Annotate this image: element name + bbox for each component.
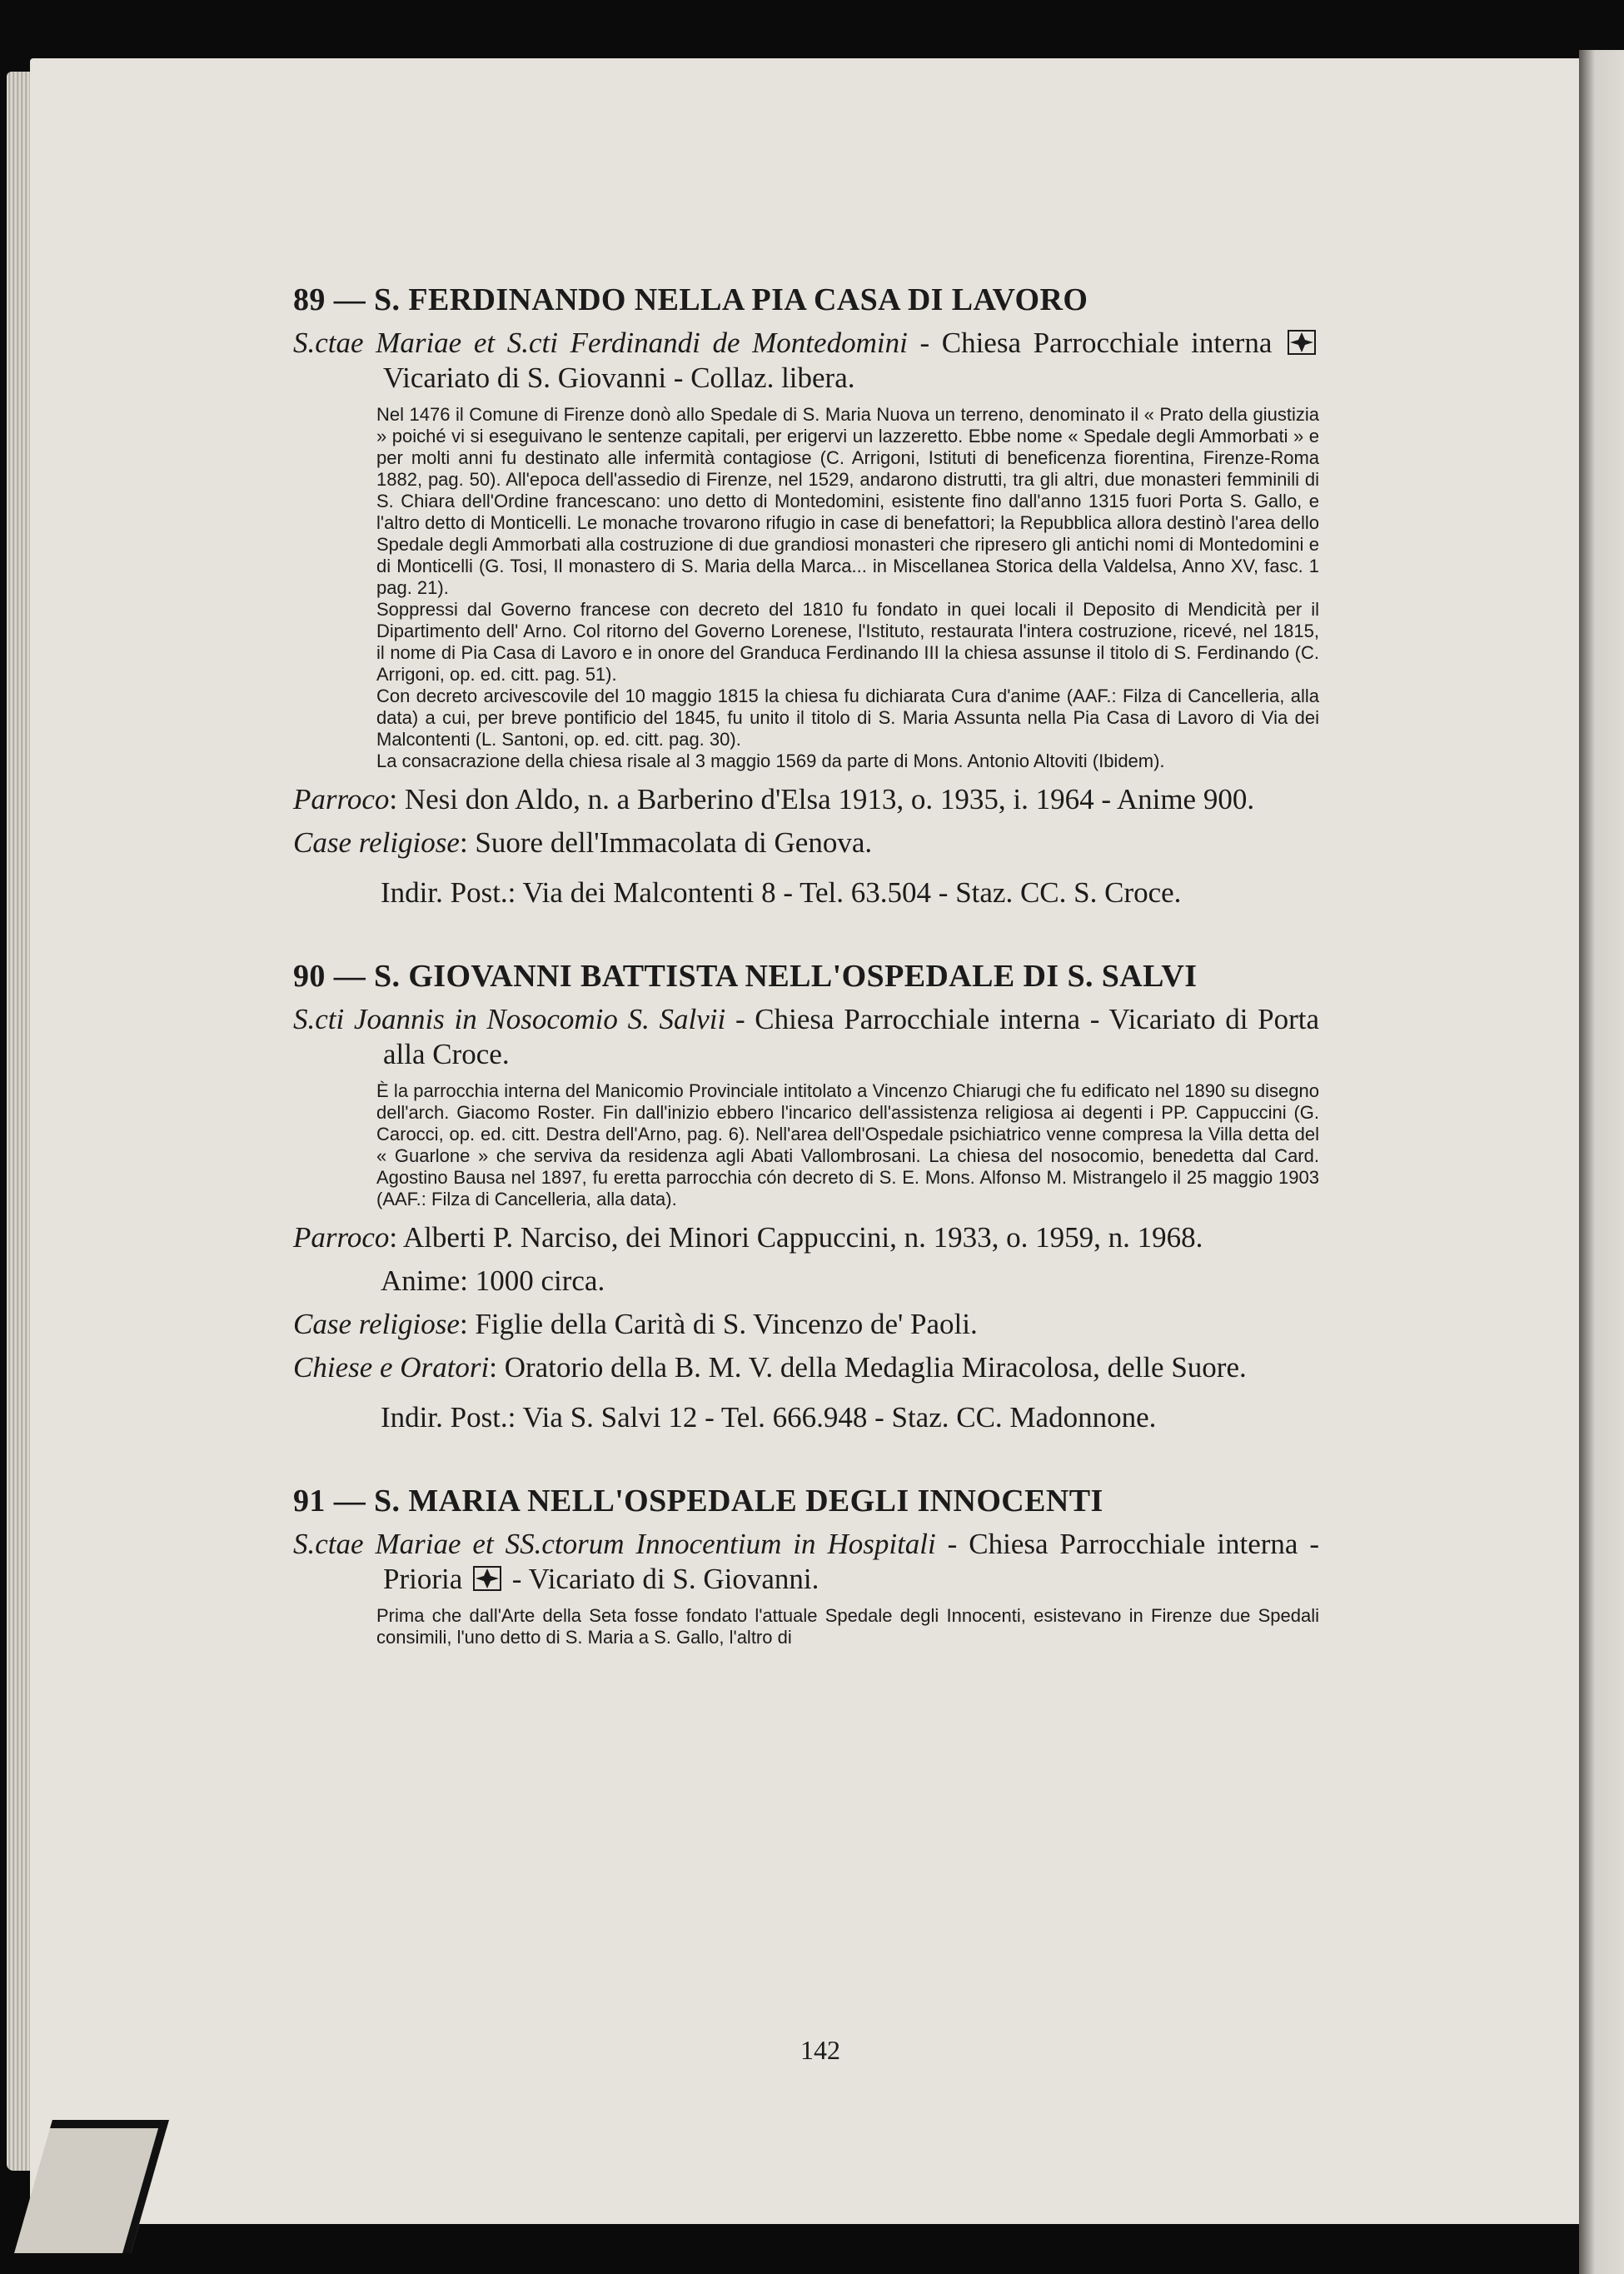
header-text: - Chiesa Parrocchiale interna - Prioria xyxy=(383,1528,1319,1595)
parroco-value: Nesi don Aldo, n. a Barberino d'Elsa 1913, o. 1935, i. 1964 - Anime 900. xyxy=(404,783,1255,815)
cross-pattee-icon xyxy=(473,1566,501,1591)
latin-name: S.cti Joannis in Nosocomio S. Salvii xyxy=(293,1003,726,1035)
note-paragraph: Soppressi dal Governo francese con decreto del 1810 fu fondato in quei locali il Deposito di Mendicità per il Dipartimento dell' Arno. Col ritorno del Governo Lorenese, l'Istituto, restaurata l'intera costruzione, ricevé, nel 1815, il nome di Pia Casa di Lavoro e in onore del Granduca Ferdinando III la chiesa assunse il titolo di S. Ferdinando (C. Arrigoni, op. ed. citt. pag. 51). xyxy=(376,599,1319,685)
case-religiose-field: Case religiose: Figlie della Carità di S. Vincenzo de' Paoli. xyxy=(293,1308,978,1340)
case-religiose-value: Suore dell'Immacolata di Genova. xyxy=(475,826,873,859)
page-number: 142 xyxy=(800,2035,840,2065)
parroco-value: Alberti P. Narciso, dei Minori Cappuccini, n. 1933, o. 1959, n. 1968. xyxy=(402,1221,1203,1254)
entry-header xyxy=(293,326,1319,396)
latin-name: S.ctae Mariae et S.cti Ferdinandi de Montedomini xyxy=(293,327,908,359)
note-paragraph: Con decreto arcivescovile del 10 maggio 1815 la chiesa fu dichiarata Cura d'anime (AAF.: Filza di Cancelleria, alla data) a cui, per breve pontificio del 1845, fu unito il titolo di S. Maria Assunta nella Pia Casa di Lavoro di Via dei Malcontenti (L. Santoni, op. ed. citt. pag. 30). xyxy=(376,686,1319,750)
case-religiose-value: Figlie della Carità di S. Vincenzo de' Paoli. xyxy=(475,1308,978,1340)
historical-notes xyxy=(293,404,1319,772)
header-text: - Vicariato di S. Giovanni. xyxy=(505,1563,819,1595)
parroco-field: Parroco: Alberti P. Narciso, dei Minori Cappuccini, n. 1933, o. 1959, n. 1968. xyxy=(293,1221,1203,1254)
historical-notes xyxy=(293,1080,1319,1210)
header-text: Vicariato di S. Giovanni - Collaz. libera. xyxy=(383,362,855,394)
page-content xyxy=(293,279,1319,1658)
note-paragraph: Nel 1476 il Comune di Firenze donò allo Spedale di S. Maria Nuova un terreno, denominato il « Prato della giustizia » poiché vi si eseguivano le sentenze capitali, per erigervi un lazzeretto. Ebbe nome « Spedale degli Ammorbati » e per molti anni fu destinato alle infermità contagiose (C. Arrigoni, Istituti di beneficenza fiorentina, Firenze-Roma 1882, pag. 50). All'epoca dell'assedio di Firenze, nel 1529, andarono distrutti, tra gli altri, due monasteri femminili di S. Chiara dell'Ordine francescano: uno detto di Montedomini, esistente fino dall'anno 1315 fuori Porta S. Gallo, e l'altro detto di Monticelli. Le monache trovarono rifugio in case di benefattori; la Repubblica allora destinò l'area dello Spedale degli Ammorbati alla costruzione di due grandiosi monasteri che ripresero gli antichi nomi di Montedomini e di Monticelli (G. Tosi, Il monastero di S. Maria della Marca... in Miscellanea Storica della Valdelsa, Anno XV, fasc. 1 pag. 21). xyxy=(376,404,1319,598)
parroco-field: Parroco: Nesi don Aldo, n. a Barberino d'Elsa 1913, o. 1935, i. 1964 - Anime 900. xyxy=(293,783,1255,815)
chiese-oratori-field: Chiese e Oratori: Oratorio della B. M. V. della Medaglia Miracolosa, delle Suore. xyxy=(293,1351,1247,1384)
parroco-label: Parroco xyxy=(293,1221,390,1254)
entry-header xyxy=(293,1002,1319,1072)
header-text: - Chiesa Parrocchiale interna xyxy=(907,327,1284,359)
parroco-label: Parroco xyxy=(293,783,390,815)
spacer xyxy=(293,1435,1319,1480)
entry-91 xyxy=(293,1480,1319,1648)
case-religiose-label: Case religiose xyxy=(293,1308,460,1340)
header-text: - Chiesa Parrocchiale interna - Vicariato di Porta alla Croce. xyxy=(383,1003,1319,1070)
latin-name: S.ctae Mariae et SS.ctorum Innocentium in Hospitali xyxy=(293,1528,936,1560)
note-paragraph: Prima che dall'Arte della Seta fosse fondato l'attuale Spedale degli Innocenti, esistevano in Firenze due Spedali consimili, l'uno detto di S. Maria a S. Gallo, l'altro di xyxy=(376,1605,1319,1648)
chiese-oratori-label: Chiese e Oratori xyxy=(293,1351,490,1384)
anime-count: Anime: 1000 circa. xyxy=(381,1264,605,1297)
note-paragraph: La consacrazione della chiesa risale al 3 maggio 1569 da parte di Mons. Antonio Altoviti (Ibidem). xyxy=(376,751,1165,771)
case-religiose-field: Case religiose: Suore dell'Immacolata di Genova. xyxy=(293,826,873,859)
facing-page-edge xyxy=(1579,50,1624,2274)
entry-title: 89 — S. FERDINANDO NELLA PIA CASA DI LAVORO xyxy=(293,282,1088,317)
chiese-oratori-value: Oratorio della B. M. V. della Medaglia Miracolosa, delle Suore. xyxy=(504,1351,1247,1384)
cross-pattee-icon xyxy=(1288,330,1316,355)
historical-notes xyxy=(293,1605,1319,1648)
entry-title: 91 — S. MARIA NELL'OSPEDALE DEGLI INNOCENTI xyxy=(293,1484,1103,1518)
postal-address: Indir. Post.: Via S. Salvi 12 - Tel. 666.948 - Staz. CC. Madonnone. xyxy=(381,1401,1157,1434)
case-religiose-label: Case religiose xyxy=(293,826,460,859)
note-paragraph: È la parrocchia interna del Manicomio Provinciale intitolato a Vincenzo Chiarugi che fu edificato nel 1890 su disegno dell'arch. Giacomo Roster. Fin dall'inizio ebbero l'incarico dell'assistenza religiosa ai degenti i PP. Cappuccini (G. Carocci, op. ed. citt. Destra dell'Arno, pag. 6). Nell'area dell'Ospedale psichiatrico venne compresa la Villa detta del « Guarlone » che serviva da residenza agli Abati Vallombrosani. La chiesa del nosocomio, benedetta dal Card. Agostino Bausa nel 1897, fu eretta parrocchia cón decreto di S. E. Mons. Alfonso M. Mistrangelo il 25 maggio 1903 (AAF.: Filza di Cancelleria, alla data). xyxy=(376,1080,1319,1209)
entry-header xyxy=(293,1527,1319,1597)
spacer xyxy=(293,910,1319,955)
entry-89 xyxy=(293,279,1319,910)
postal-address: Indir. Post.: Via dei Malcontenti 8 - Tel. 63.504 - Staz. CC. S. Croce. xyxy=(381,876,1182,909)
entry-title: 90 — S. GIOVANNI BATTISTA NELL'OSPEDALE DI S. SALVI xyxy=(293,959,1198,994)
entry-90 xyxy=(293,955,1319,1435)
